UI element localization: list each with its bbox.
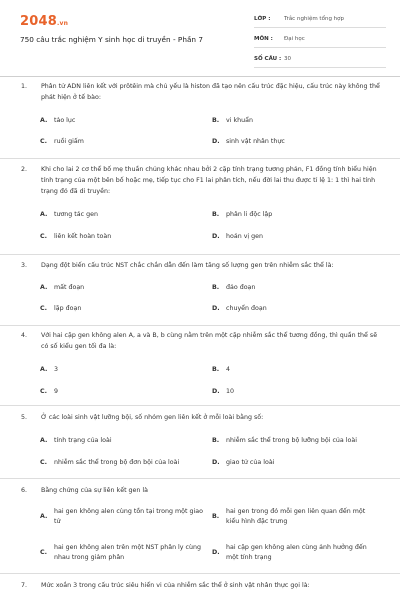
question-6-option-d[interactable]: D. hai cặp gen không alen cùng ảnh hưởng đến một tính trạng bbox=[212, 544, 367, 561]
question-5-text bbox=[21, 412, 381, 423]
question-3-option-c[interactable]: C. lặp đoạn bbox=[40, 305, 82, 312]
question-4-text bbox=[21, 330, 381, 352]
question-body: Khi cho lai 2 cơ thể bố mẹ thuần chủng khác nhau bởi 2 cặp tính trạng tương phản, F1 đồng tính biểu hiện tính trạng của một bên bố hoặc mẹ, tiếp tục cho F1 lai phân tích, nếu đời lai thu được tỉ lệ 1: 1 thì hai tính trạng đó đã di truyền: bbox=[41, 166, 377, 195]
question-body: Ở các loài sinh vật lưỡng bội, số nhóm gen liên kết ở mỗi loài bằng số: bbox=[41, 414, 264, 421]
question-3-option-a[interactable]: A. mất đoạn bbox=[40, 284, 85, 291]
question-6-option-c[interactable]: C. hai gen không alen trên một NST phân ly cùng nhau trong giảm phân bbox=[40, 544, 201, 561]
site-logo[interactable] bbox=[20, 14, 68, 29]
question-body: Bằng chứng của sự liên kết gen là bbox=[41, 487, 149, 494]
question-5-option-b[interactable]: B. nhiễm sắc thể trong bộ lưỡng bội của loài bbox=[212, 437, 357, 444]
question-divider bbox=[0, 478, 400, 479]
header bbox=[0, 0, 400, 77]
meta-row-count bbox=[254, 53, 386, 68]
page-title: 750 câu trắc nghiệm Y sinh học di truyền - Phần 7 bbox=[20, 35, 204, 44]
question-3-option-b[interactable]: B. đảo đoạn bbox=[212, 284, 256, 291]
question-1-option-c[interactable]: C. ruồi giấm bbox=[40, 138, 84, 145]
question-divider bbox=[0, 405, 400, 406]
question-body: Phân tử ADN liên kết với prôtêin mà chủ yếu là histon đã tạo nên cấu trúc đặc hiệu, cấu trúc này không thể phát hiện ở tế bào: bbox=[41, 83, 380, 101]
meta-value-count: 30 bbox=[284, 56, 291, 62]
question-1-option-a[interactable]: A. tảo lục bbox=[40, 117, 76, 124]
question-1-option-d[interactable]: D. sinh vật nhân thực bbox=[212, 138, 285, 145]
question-number: 1. bbox=[21, 83, 28, 90]
question-number: 2. bbox=[21, 166, 28, 173]
question-6-option-b[interactable]: B. hai gen trong đó mỗi gen liên quan đến một kiểu hình đặc trưng bbox=[212, 508, 366, 525]
question-number: 3. bbox=[21, 262, 28, 269]
question-divider bbox=[0, 325, 400, 326]
question-6-option-a[interactable]: A. hai gen không alen cùng tồn tại trong một giao tử bbox=[40, 508, 203, 525]
question-2-option-a[interactable]: A. tương tác gen bbox=[40, 211, 98, 218]
question-5-option-c[interactable]: C. nhiễm sắc thể trong bộ đơn bội của loài bbox=[40, 459, 180, 466]
question-3-option-d[interactable]: D. chuyển đoạn bbox=[212, 305, 267, 312]
question-number: 4. bbox=[21, 332, 28, 339]
question-5-option-a[interactable]: A. tính trạng của loài bbox=[40, 437, 112, 444]
question-4-option-d[interactable]: D. 10 bbox=[212, 388, 235, 395]
meta-row-subject bbox=[254, 33, 386, 48]
meta-value-subject: Đại học bbox=[284, 36, 305, 42]
question-number: 5. bbox=[21, 414, 28, 421]
logo-main: 2048 bbox=[20, 14, 57, 29]
question-7-text bbox=[21, 580, 381, 591]
question-2-text bbox=[21, 164, 381, 197]
question-5-option-d[interactable]: D. giao tử của loài bbox=[212, 459, 275, 466]
logo-sub: .vn bbox=[56, 20, 69, 27]
question-1-option-b[interactable]: B. vi khuẩn bbox=[212, 117, 253, 124]
question-body: Với hai cặp gen không alen A, a và B, b cùng nằm trên một cặp nhiễm sắc thể tương đồng, thì quần thể sẽ có số kiểu gen tối đa là: bbox=[41, 332, 378, 350]
question-2-option-c[interactable]: C. liên kết hoàn toàn bbox=[40, 233, 112, 240]
question-1-text bbox=[21, 81, 381, 103]
question-4-option-b[interactable]: B. 4 bbox=[212, 366, 231, 373]
question-divider bbox=[0, 158, 400, 159]
meta-value-class: Trắc nghiệm tổng hợp bbox=[284, 16, 345, 22]
meta-label-subject: MÔN : bbox=[254, 36, 273, 42]
question-2-option-b[interactable]: B. phân li độc lập bbox=[212, 211, 273, 218]
question-6-text bbox=[21, 485, 381, 496]
question-divider bbox=[0, 573, 400, 574]
question-divider bbox=[0, 254, 400, 255]
meta-label-class: LỚP : bbox=[254, 16, 271, 22]
question-number: 6. bbox=[21, 487, 28, 494]
question-body: Mức xoắn 3 trong cấu trúc siêu hiển vi của nhiễm sắc thể ở sinh vật nhân thực gọi là: bbox=[41, 582, 310, 589]
meta-row-class bbox=[254, 13, 386, 28]
question-2-option-d[interactable]: D. hoán vị gen bbox=[212, 233, 264, 240]
question-number: 7. bbox=[21, 582, 28, 589]
question-4-option-a[interactable]: A. 3 bbox=[40, 366, 59, 373]
question-4-option-c[interactable]: C. 9 bbox=[40, 388, 59, 395]
meta-panel bbox=[254, 13, 386, 73]
question-body: Dạng đột biến cấu trúc NST chắc chắn dẫn đến làm tăng số lượng gen trên nhiễm sắc thể là: bbox=[41, 262, 334, 269]
question-3-text bbox=[21, 260, 381, 271]
meta-label-count: SỐ CÂU : bbox=[254, 56, 282, 62]
